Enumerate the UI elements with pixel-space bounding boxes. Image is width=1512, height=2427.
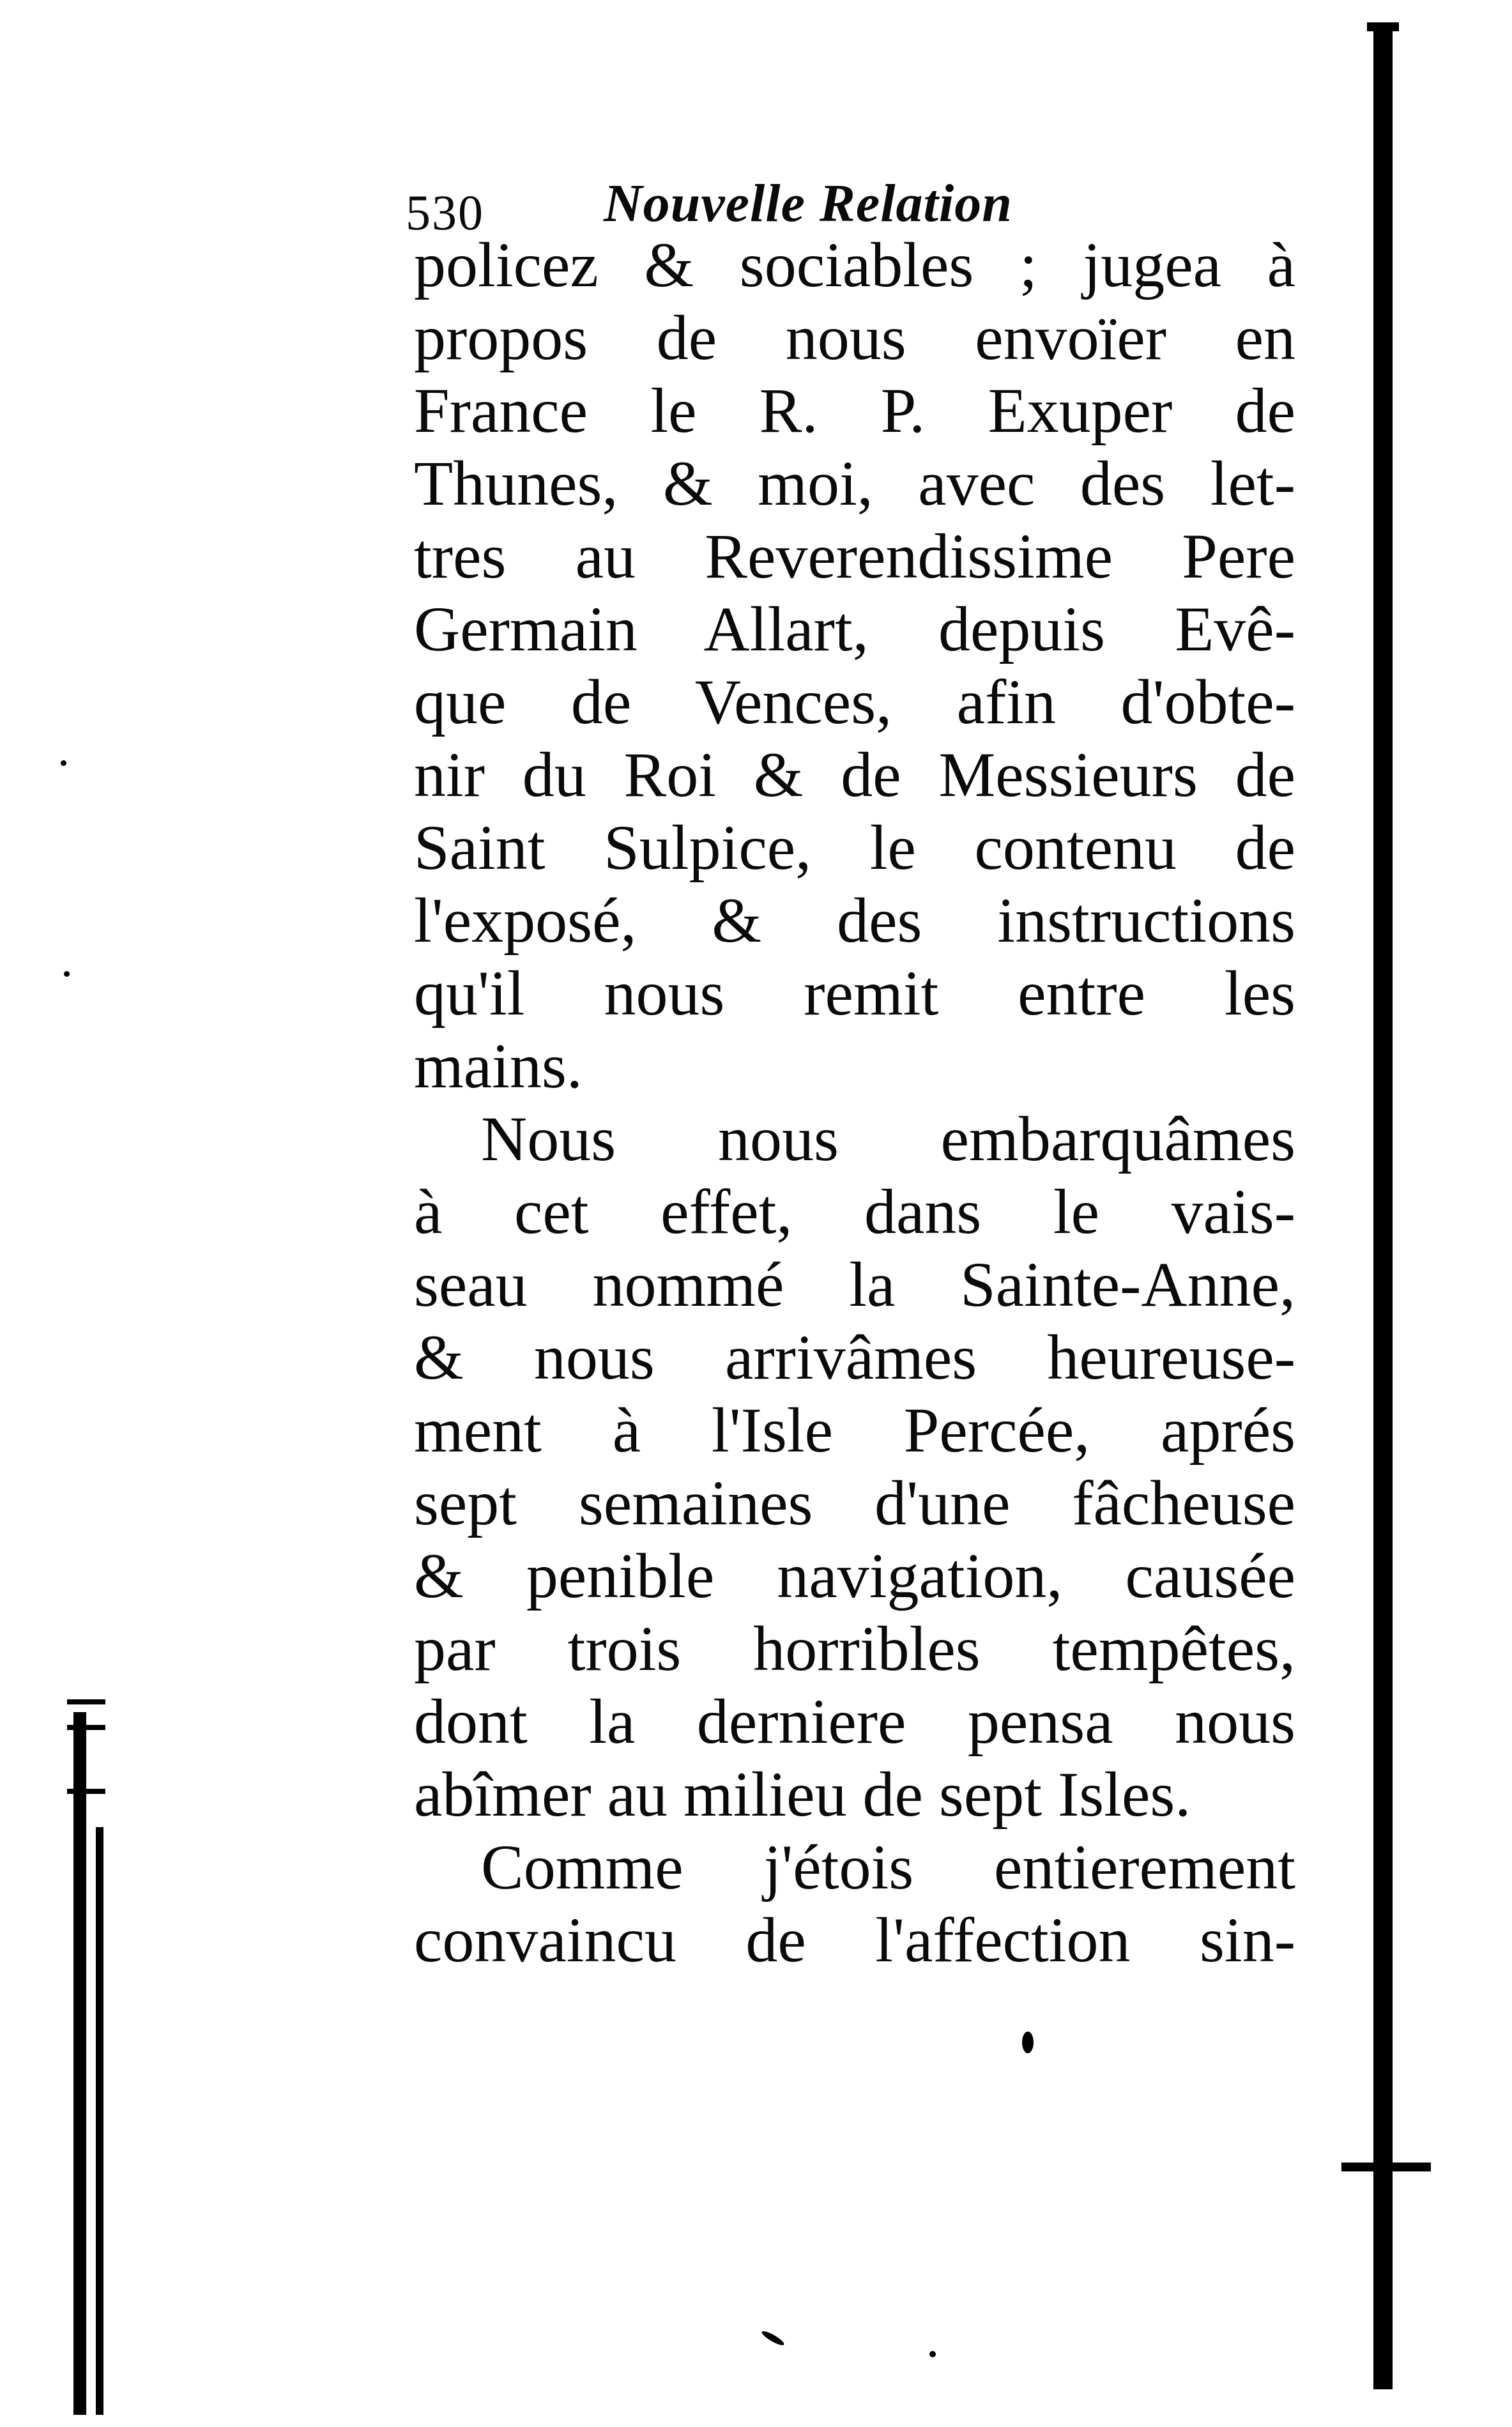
ink-speck xyxy=(760,2329,786,2348)
page-edge-mark xyxy=(67,1725,105,1730)
ink-speck xyxy=(61,760,66,766)
ink-speck xyxy=(64,971,70,977)
text-line: à cet effet, dans le vais- xyxy=(414,1176,1295,1247)
text-line: que de Vences, afin d'obte- xyxy=(414,666,1295,737)
text-line: policez & sociables ; jugea à xyxy=(414,229,1295,300)
text-line: l'exposé, & des instructions xyxy=(414,885,1295,956)
text-line: Thunes, & moi, avec des let- xyxy=(414,448,1295,519)
page-edge-mark xyxy=(67,1789,105,1794)
text-line: propos de nous envoïer en xyxy=(414,302,1295,373)
page-edge-rule xyxy=(73,1712,86,2415)
binding-edge-tick xyxy=(1341,2163,1431,2171)
running-title: Nouvelle Relation xyxy=(604,174,1012,233)
text-line: convaincu de l'affection sin- xyxy=(414,1904,1295,1975)
text-line: Saint Sulpice, le contenu de xyxy=(414,812,1295,883)
binding-edge-rule xyxy=(1373,26,1393,2389)
text-line: & nous arrivâmes heureuse- xyxy=(414,1322,1295,1393)
page-edge-rule xyxy=(96,1827,103,2415)
text-line: France le R. P. Exuper de xyxy=(414,375,1295,446)
running-header xyxy=(406,160,1172,240)
text-line: tres au Reverendissime Pere xyxy=(414,521,1295,592)
ink-speck xyxy=(1022,2032,1034,2053)
body-text xyxy=(414,229,1295,1977)
text-line: dont la derniere pensa nous xyxy=(414,1686,1295,1757)
text-line: qu'il nous remit entre les xyxy=(414,958,1295,1029)
text-line: par trois horribles tempêtes, xyxy=(414,1613,1295,1684)
paragraph-start-line: Comme j'étois entierement xyxy=(481,1832,1295,1903)
ink-speck xyxy=(929,2351,936,2357)
paragraph-start-line: Nous nous embarquâmes xyxy=(481,1103,1295,1174)
text-line: seau nommé la Sainte-Anne, xyxy=(414,1249,1295,1320)
text-line: & penible navigation, causée xyxy=(414,1540,1295,1611)
page-number: 530 xyxy=(406,185,484,240)
page-edge-mark xyxy=(67,1699,105,1704)
text-line: Germain Allart, depuis Evê- xyxy=(414,593,1295,664)
text-line: mains. xyxy=(414,1030,583,1101)
text-line: abîmer au milieu de sept Isles. xyxy=(414,1759,1191,1830)
text-line: ment à l'Isle Percée, aprés xyxy=(414,1395,1295,1466)
text-line: sept semaines d'une fâcheuse xyxy=(414,1467,1295,1538)
text-line: nir du Roi & de Messieurs de xyxy=(414,739,1295,810)
